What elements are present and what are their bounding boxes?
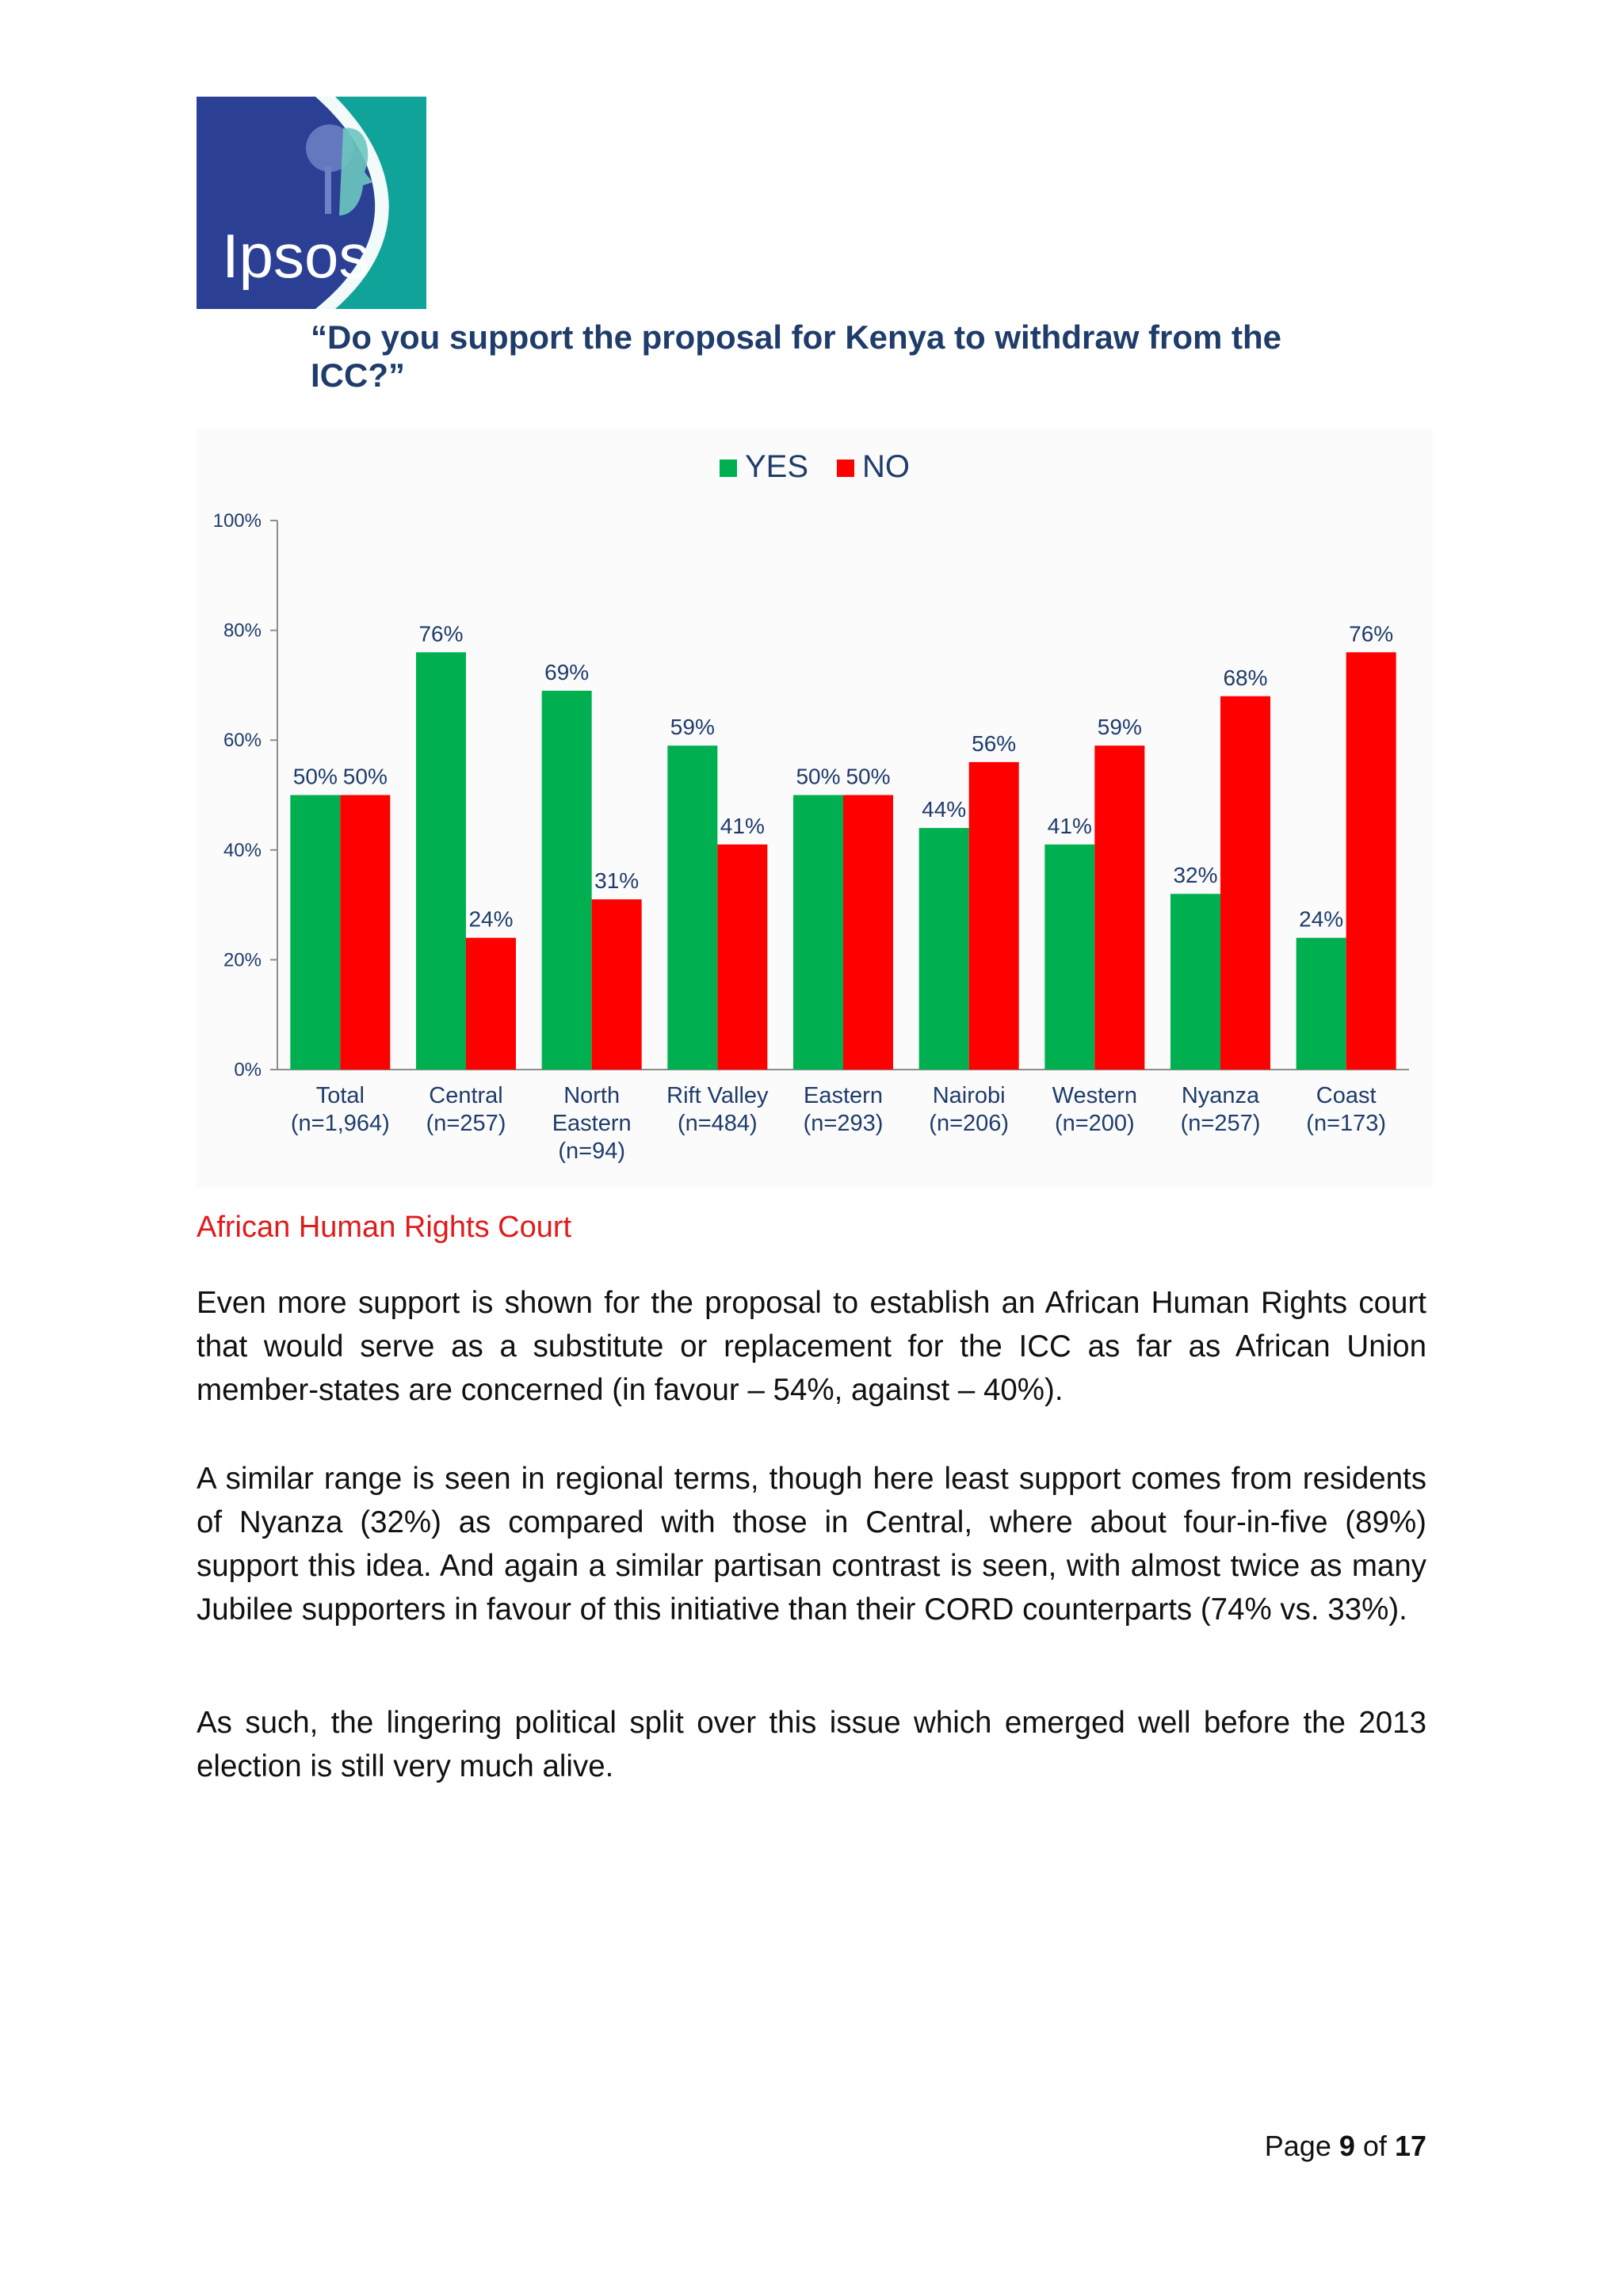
data-label-no: 50% [846,764,891,789]
bar-no [717,845,767,1070]
bar-chart [197,428,1433,1188]
y-tick-label: 40% [223,839,262,861]
data-label-no: 50% [342,764,388,789]
data-label-yes: 69% [544,659,590,685]
data-label-yes: 59% [670,715,715,740]
x-category-label: Nairobi [932,1083,1006,1108]
bar-no [969,762,1019,1070]
paragraph-1: Even more support is shown for the proposal to establish an African Human Rights court that would serve as a substitute or replacement for the ICC as far as African Union member-states are concerned (in favour – 54%, against – 40%). [197,1285,1426,1407]
x-category-label: Rift Valley [666,1083,769,1108]
legend-label-yes: YES [745,449,809,484]
bar-no [1220,696,1270,1070]
data-label-yes: 50% [292,764,338,789]
paragraph-3: As such, the lingering political split over this issue which emerged well before the 2013 election is still very much alive. [197,1705,1426,1783]
paragraph-2: A similar range is seen in regional terms, though here least support comes from residents of Nyanza (32%) as compared with those in Central, where about four-in-five (89%) support this idea. And again a similar partisan contrast is seen, with almost twice as many Jubilee supporters in favour of this initiative than their CORD counterparts (74% vs. 33%). [197,1461,1426,1627]
x-category-label: Total [315,1083,365,1108]
page-total: 17 [1394,2130,1426,2162]
data-label-no: 59% [1097,715,1142,740]
x-category-label: (n=257) [426,1111,506,1136]
x-category-label: (n=257) [1180,1111,1261,1136]
bar-no [843,795,893,1070]
bar-yes [290,795,340,1070]
data-label-no: 56% [972,730,1017,756]
bar-no [1346,652,1396,1070]
data-label-yes: 24% [1299,906,1344,932]
x-category-label: Western [1052,1083,1138,1108]
bar-yes [793,795,843,1070]
bar-no [1094,746,1144,1070]
legend-label-no: NO [862,449,910,484]
legend-swatch-yes [720,460,737,477]
legend-swatch-no [837,460,854,477]
y-tick-label: 0% [234,1059,262,1081]
y-tick-label: 60% [223,730,262,752]
chart-svg [197,428,1433,1188]
data-label-yes: 41% [1047,813,1092,838]
x-category-label: (n=1,964) [290,1111,390,1136]
data-label-no: 68% [1223,665,1268,690]
x-category-label: Coast [1316,1083,1377,1108]
y-tick-label: 80% [223,620,262,642]
ipsos-logo [197,97,426,309]
bar-yes [1296,938,1346,1070]
bar-yes [1170,894,1220,1070]
page-current: 9 [1338,2130,1355,2162]
page-label: Page [1264,2130,1331,2162]
data-label-yes: 76% [418,621,464,646]
x-category-label: North [563,1083,621,1108]
y-tick-label: 20% [223,949,262,971]
bar-yes [1044,845,1094,1070]
x-category-label: Central [429,1083,503,1108]
page-number [1265,2130,1426,2163]
x-category-label: (n=94) [558,1138,625,1164]
bar-no [340,795,390,1070]
x-category-label: (n=206) [929,1111,1010,1136]
bar-no [466,938,516,1070]
x-category-label: Nyanza [1181,1083,1260,1108]
chart-title: “Do you support the proposal for Kenya to withdraw from the ICC?” [311,318,1282,394]
data-label-no: 41% [720,813,765,838]
data-label-yes: 32% [1173,863,1218,888]
logo-wordmark: Ipsos [222,221,370,291]
y-tick-label: 100% [212,510,262,532]
data-label-no: 76% [1349,621,1394,646]
x-category-label: Eastern [804,1083,883,1108]
bar-yes [542,691,592,1070]
data-label-yes: 50% [796,764,841,789]
data-label-no: 31% [594,868,640,894]
x-category-label: (n=484) [677,1111,758,1136]
data-label-no: 24% [468,906,514,932]
section-heading: African Human Rights Court [197,1211,572,1244]
x-category-label: (n=173) [1306,1111,1387,1136]
data-label-yes: 44% [922,797,967,822]
bar-no [592,899,642,1070]
bar-yes [667,746,717,1070]
of-label: of [1362,2130,1387,2162]
x-category-label: Eastern [552,1111,632,1136]
x-category-label: (n=293) [803,1111,884,1136]
bar-yes [919,828,969,1070]
bar-yes [416,652,466,1070]
x-category-label: (n=200) [1054,1111,1135,1136]
